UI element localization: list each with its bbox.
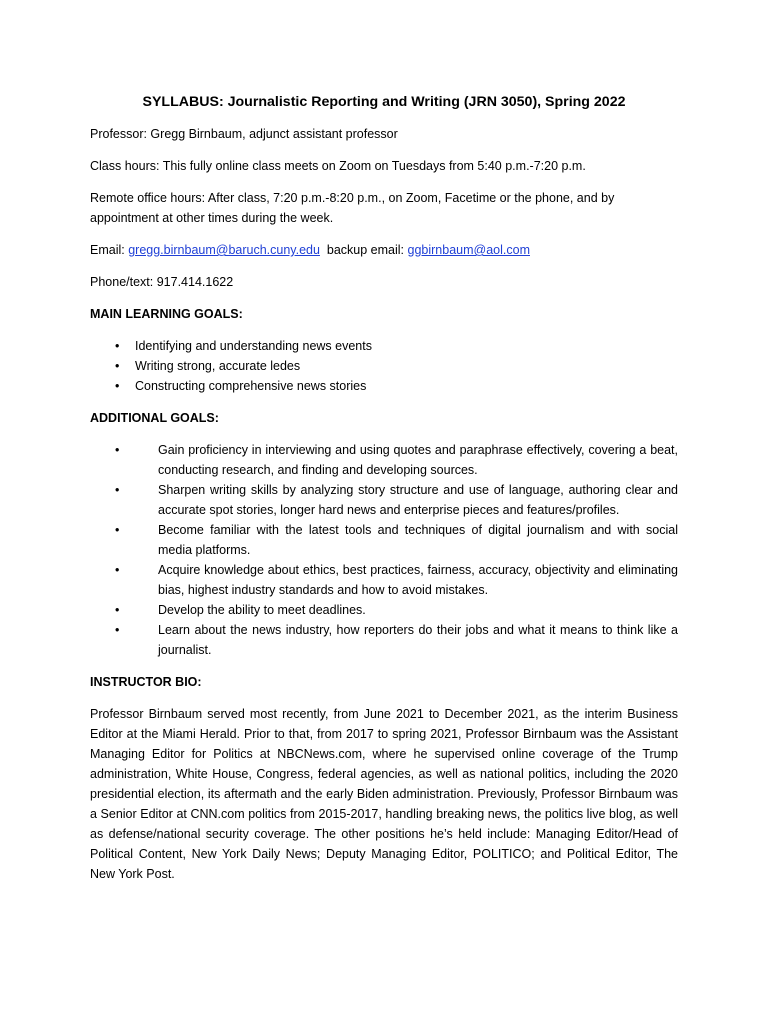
backup-email-link[interactable]: ggbirnbaum@aol.com bbox=[407, 243, 530, 257]
bullet-icon: • bbox=[115, 483, 120, 497]
list-item: • Identifying and understanding news events bbox=[90, 336, 678, 356]
list-item: • Acquire knowledge about ethics, best practices, fairness, accuracy, objectivity and eliminating bias, highest industry standards and how to avoid mistakes. bbox=[90, 560, 678, 600]
bio-heading: INSTRUCTOR BIO: bbox=[90, 675, 202, 689]
office-hours-line: Remote office hours: After class, 7:20 p.m.-8:20 p.m., on Zoom, Facetime or the phone, and by appointment at other times during the week. bbox=[90, 191, 615, 225]
additional-goals-list bbox=[90, 440, 678, 660]
bullet-icon: • bbox=[115, 359, 120, 373]
main-goals-heading: MAIN LEARNING GOALS: bbox=[90, 307, 243, 321]
backup-email-label: backup email: bbox=[326, 243, 408, 257]
bullet-icon: • bbox=[115, 443, 120, 457]
page-title: SYLLABUS: Journalistic Reporting and Writing (JRN 3050), Spring 2022 bbox=[142, 94, 626, 110]
email-line bbox=[90, 240, 678, 260]
phone-line: Phone/text: 917.414.1622 bbox=[90, 275, 234, 289]
main-goals-list bbox=[90, 336, 678, 396]
bio-text: Professor Birnbaum served most recently, from June 2021 to December 2021, as the interim Business Editor at the Miami Herald. Prior to that, from 2017 to spring 2021, Professor Birnbaum was the Assistant Managing Editor for Politics at NBCNews.com, where he supervised online coverage of the Trump administration, White House, Congress, federal agencies, as well as national politics, including the 2020 presidential election, its aftermath and the early Biden administration. Previously, Professor Birnbaum was a Senior Editor at CNN.com politics from 2015-2017, handling breaking news, the politics live blog, as well as defense/national security coverage. The other positions he’s held include: Managing Editor/Head of Political Content, New York Daily News; Deputy Managing Editor, POLITICO; and Political Editor, The New York Post. bbox=[90, 707, 678, 881]
list-item: • Sharpen writing skills by analyzing story structure and use of language, authoring clear and accurate spot stories, longer hard news and enterprise pieces and features/profiles. bbox=[90, 480, 678, 520]
list-item: • Develop the ability to meet deadlines. bbox=[90, 600, 678, 620]
list-item: • Constructing comprehensive news stories bbox=[90, 376, 678, 396]
bullet-icon: • bbox=[115, 379, 120, 393]
list-item: • Learn about the news industry, how reporters do their jobs and what it means to think like a journalist. bbox=[90, 620, 678, 660]
list-item: • Writing strong, accurate ledes bbox=[90, 356, 678, 376]
bullet-icon: • bbox=[115, 339, 120, 353]
bullet-icon: • bbox=[115, 623, 120, 637]
email-label: Email: bbox=[90, 243, 129, 257]
additional-goals-heading: ADDITIONAL GOALS: bbox=[90, 411, 219, 425]
bullet-icon: • bbox=[115, 563, 120, 577]
bullet-icon: • bbox=[115, 523, 120, 537]
primary-email-link[interactable]: gregg.birnbaum@baruch.cuny.edu bbox=[128, 243, 320, 257]
list-item: • Gain proficiency in interviewing and using quotes and paraphrase effectively, covering a beat, conducting research, and finding and developing sources. bbox=[90, 440, 678, 480]
class-hours-line: Class hours: This fully online class meets on Zoom on Tuesdays from 5:40 p.m.-7:20 p.m. bbox=[90, 159, 586, 173]
bullet-icon: • bbox=[115, 603, 120, 617]
professor-line: Professor: Gregg Birnbaum, adjunct assistant professor bbox=[90, 127, 398, 141]
list-item: • Become familiar with the latest tools and techniques of digital journalism and with social media platforms. bbox=[90, 520, 678, 560]
syllabus-page bbox=[90, 92, 678, 884]
